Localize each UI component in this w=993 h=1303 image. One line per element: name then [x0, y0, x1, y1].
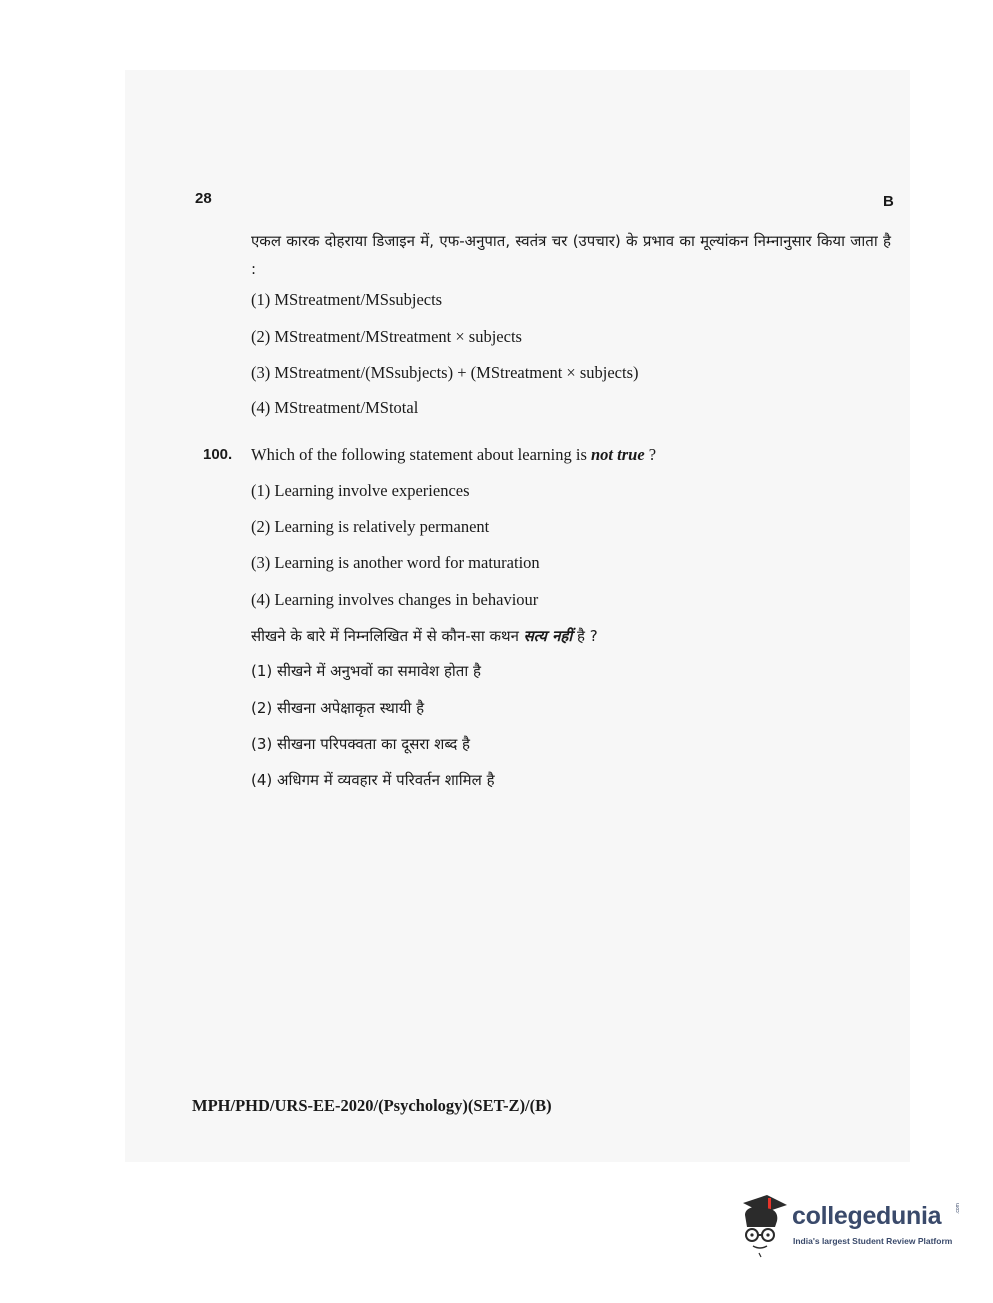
logo-tagline: India's largest Student Review Platform [793, 1236, 953, 1246]
question-99-option-4: (4) MStreatment/MStotal [251, 398, 419, 417]
set-letter: B [883, 193, 894, 210]
question-100-number: 100. [203, 446, 233, 463]
question-99-hindi-stem: एकल कारक दोहराया डिजाइन में, एफ-अनुपात, स्वतंत्र चर (उपचार) के प्रभाव का मूल्यांकन निम्नानुसार किया जाता है : [251, 232, 891, 278]
question-100-text-after: ? [644, 445, 657, 464]
question-100-option-3: (3) Learning is another word for maturation [251, 553, 540, 572]
page-number: 28 [195, 190, 212, 207]
question-100-text [251, 445, 656, 465]
exam-code-footer: MPH/PHD/URS-EE-2020/(Psychology)(SET-Z)/(B) [192, 1096, 552, 1115]
logo-domain-suffix: .com [955, 1203, 961, 1214]
question-100-option-1: (1) Learning involve experiences [251, 481, 470, 500]
student-mascot-icon [737, 1193, 787, 1259]
question-99-option-2: (2) MStreatment/MStreatment × subjects [251, 327, 522, 346]
question-100-text-emphasis: not true [591, 445, 645, 464]
question-100-hindi-option-3: (3) सीखना परिपक्वता का दूसरा शब्द है [251, 735, 471, 753]
question-100-text-before: Which of the following statement about learning is [251, 445, 591, 464]
question-100-hindi-option-1: (1) सीखने में अनुभवों का समावेश होता है [251, 662, 481, 680]
question-100-hindi-option-4: (4) अधिगम में व्यवहार में परिवर्तन शामिल है [251, 771, 495, 789]
question-100-hindi-text [251, 626, 598, 646]
question-99-option-1: (1) MStreatment/MSsubjects [251, 290, 443, 309]
question-100-hindi-text-after: है ? [572, 627, 598, 645]
collegedunia-logo[interactable] [737, 1193, 967, 1263]
question-100-option-2: (2) Learning is relatively permanent [251, 517, 490, 536]
logo-wordmark: collegedunia [792, 1202, 942, 1230]
question-100-hindi-text-emphasis: सत्य नहीं [523, 627, 573, 645]
question-100-option-4: (4) Learning involves changes in behaviour [251, 590, 539, 609]
question-100-hindi-text-before: सीखने के बारे में निम्नलिखित में से कौन-सा कथन [251, 627, 524, 645]
question-100-hindi-option-2: (2) सीखना अपेक्षाकृत स्थायी है [251, 699, 425, 717]
question-99-option-3: (3) MStreatment/(MSsubjects) + (MStreatment × subjects) [251, 363, 639, 382]
